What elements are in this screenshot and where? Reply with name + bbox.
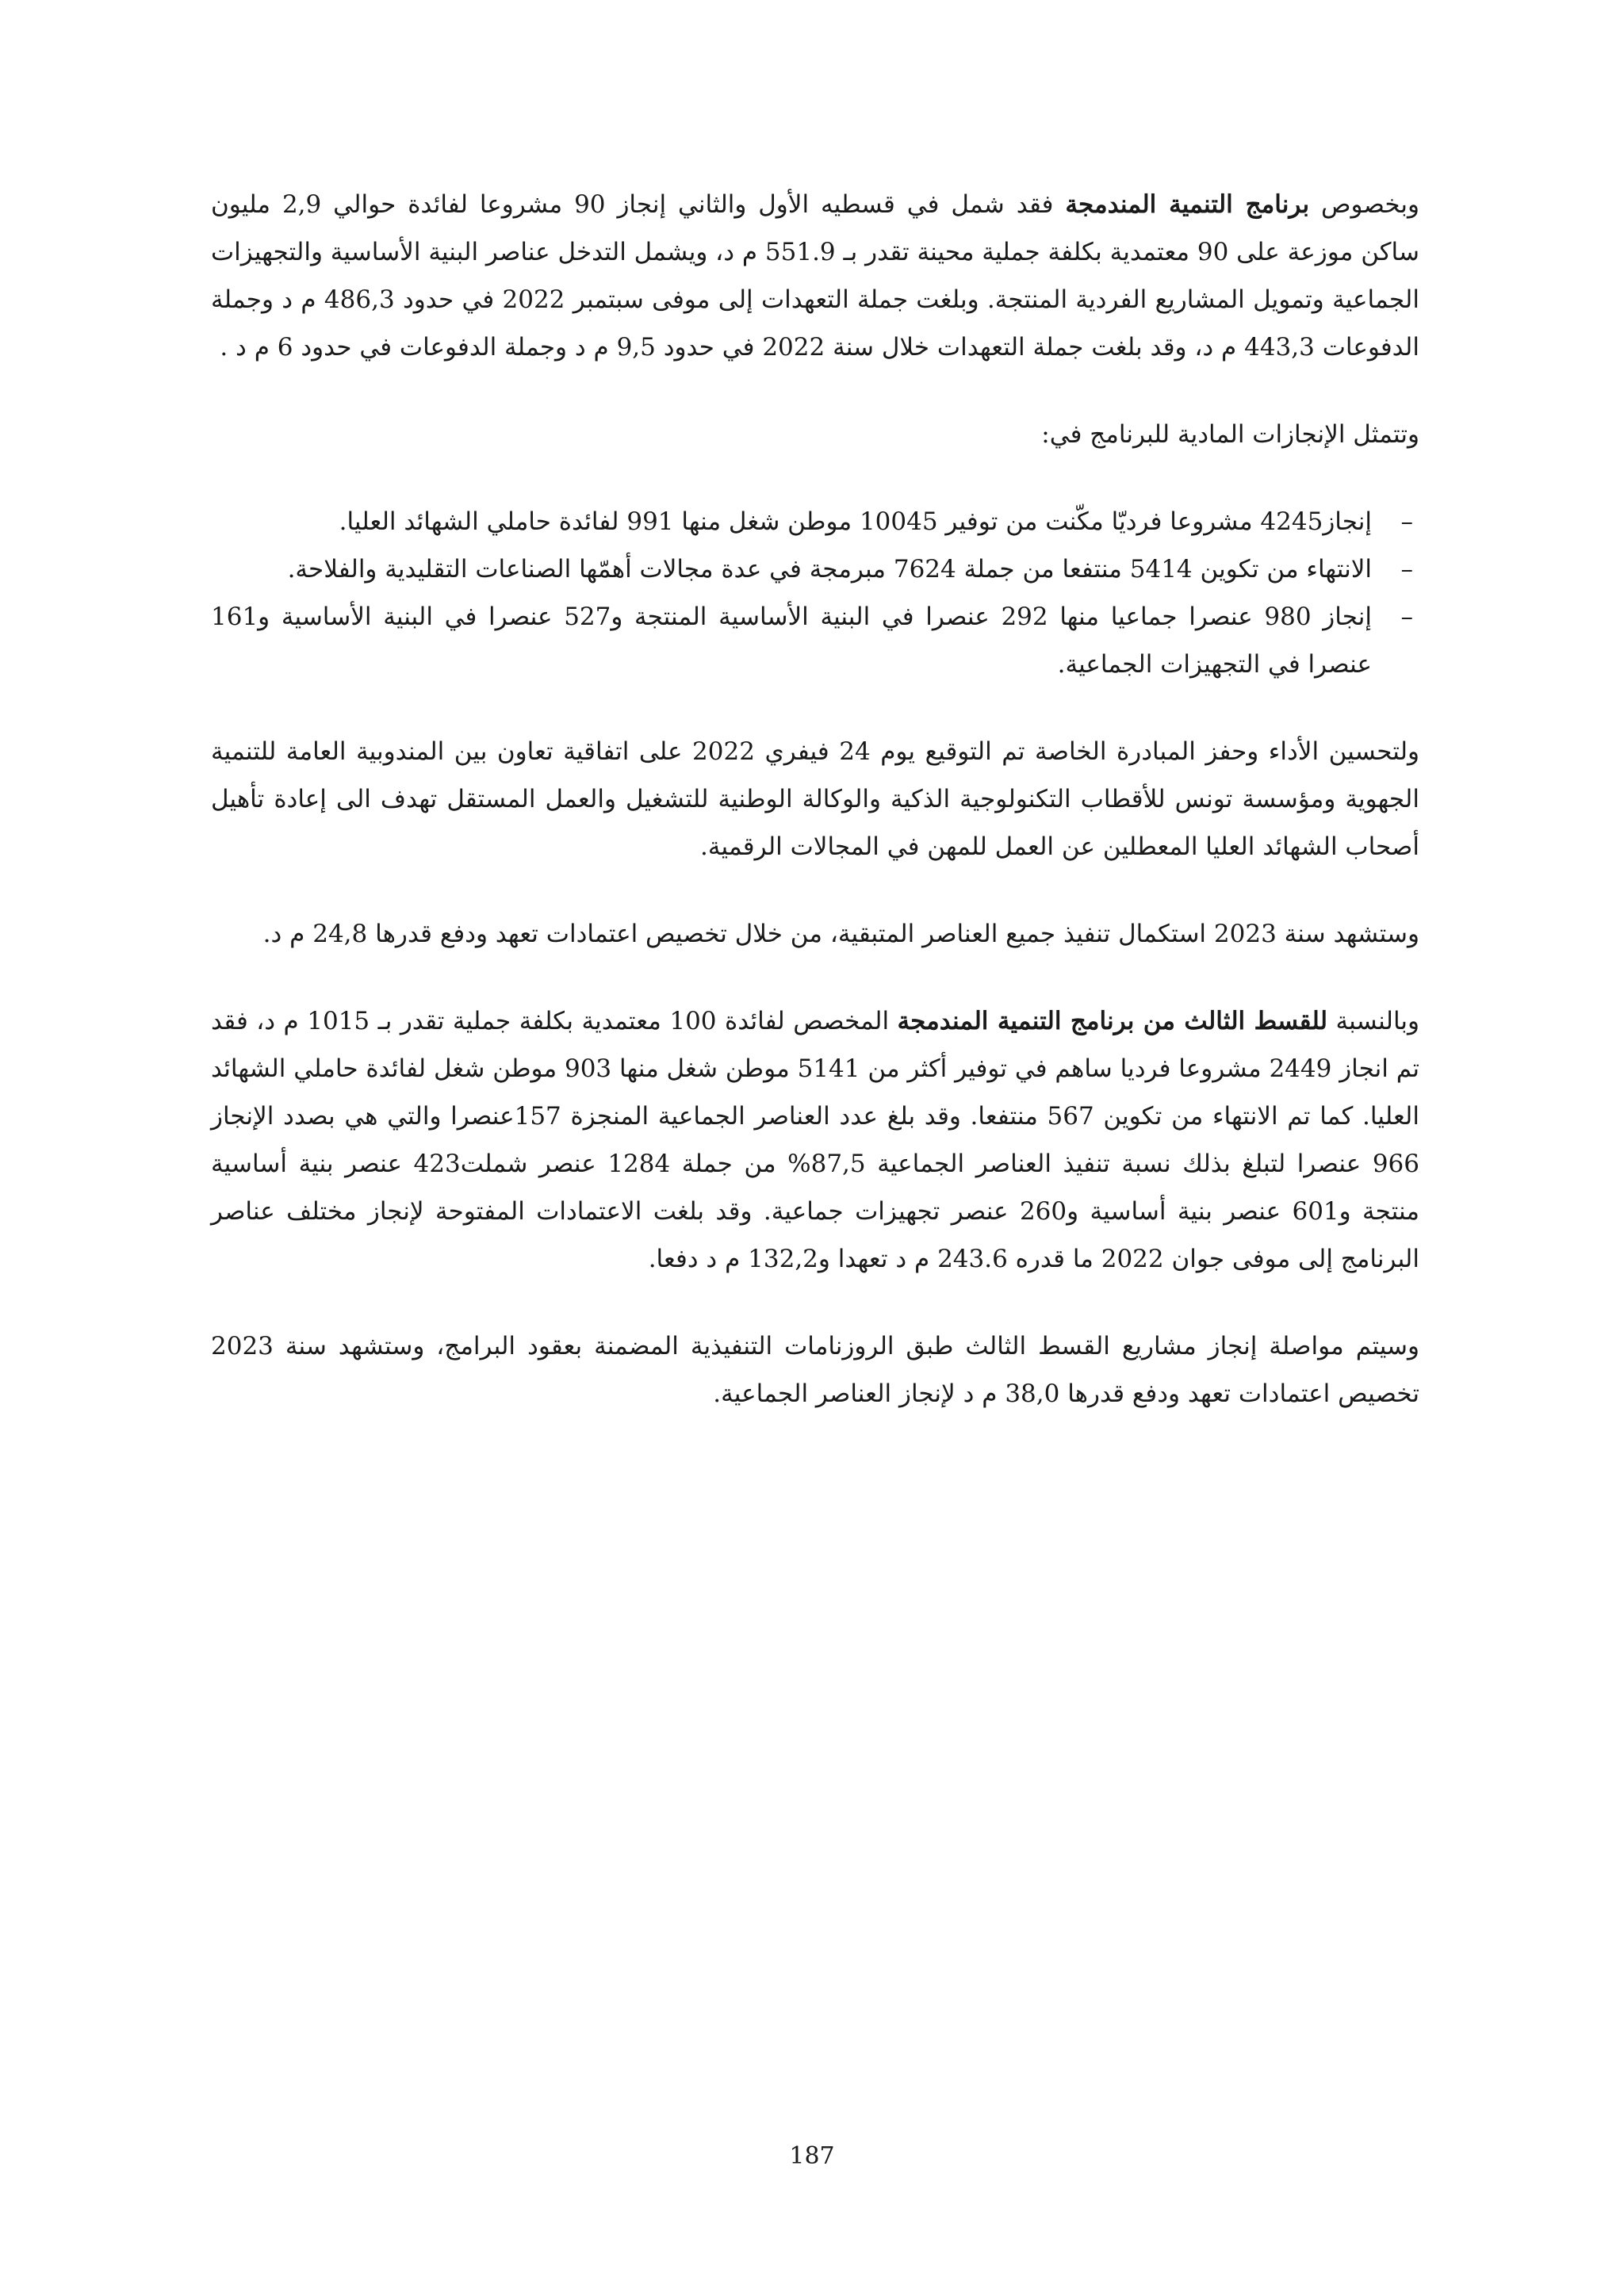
paragraph-third-installment [211, 997, 1419, 1283]
paragraph-2023-completion: وستشهد سنة 2023 استكمال تنفيذ جميع العناصر المتبقية، من خلال تخصيص اعتمادات تعهد ودفع قدرها 24,8 م د. [262, 920, 1419, 948]
bold-third-installment: للقسط الثالث من برنامج التنمية المندمجة [897, 1007, 1328, 1035]
paragraph-text-post: فقد شمل في قسطيه الأول والثاني إنجاز 90 مشروعا لفائدة حوالي 2,9 مليون ساكن موزعة على 90 معتمدية بكلفة جملية محينة تقدر بـ 551.9 م د، ويشمل التدخل عناصر البنية الأساسية والتجهيزات الجماعية وتمويل المشاريع الفردية المنتجة. وبلغت جملة التعهدات إلى موفى سبتمبر 2022 في حدود 486,3 م د وجملة الدفوعات 443,3 م د، وقد بلغت جملة التعهدات خلال سنة 2022 في حدود 9,5 م د وجملة الدفوعات في حدود 6 م د . [211, 190, 1419, 362]
dash-marker: – [1400, 555, 1413, 584]
list-item [211, 545, 1419, 593]
paragraph-text-post: المخصص لفائدة 100 معتمدية بكلفة جملية تقدر بـ 1015 م د، فقد تم انجاز 2449 مشروعا فرديا ساهم في توفير أكثر من 5141 موطن شغل منها 903 موطن شغل لفائدة حاملي الشهائد العليا. كما تم الانتهاء من تكوين 567 منتفعا. وقد بلغ عدد العناصر الجماعية المنجزة 157عنصرا والتي هي بصدد الإنجاز 966 عنصرا لتبلغ بذلك نسبة تنفيذ العناصر الجماعية 87,5% من جملة 1284 عنصر شملت423 عنصر بنية أساسية منتجة و601 عنصر بنية أساسية و260 عنصر تجهيزات جماعية. وقد بلغت الاعتمادات المفتوحة لإنجاز مختلف عناصر البرنامج إلى موفى جوان 2022 ما قدره 243.6 م د تعهدا و132,2 م د دفعا. [211, 1007, 1419, 1273]
page-number: 187 [789, 2142, 835, 2170]
paragraph-text-pre: وبالنسبة [1327, 1007, 1419, 1035]
dash-marker: – [1400, 603, 1413, 631]
paragraph-cooperation-agreement: ولتحسين الأداء وحفز المبادرة الخاصة تم التوقيع يوم 24 فيفري 2022 على اتفاقية تعاون بين المندوبية العامة للتنمية الجهوية ومؤسسة تونس للأقطاب التكنولوجية الذكية والوكالة الوطنية للتشغيل والعمل المستقل تهدف الى إعادة تأهيل أصحاب الشهائد العليا المعطلين عن العمل للمهن في المجالات الرقمية. [211, 737, 1420, 861]
list-item [211, 593, 1419, 688]
dash-marker: – [1400, 507, 1413, 536]
paragraph-integrated-development-program [211, 181, 1419, 371]
paragraph-text-pre: وبخصوص [1309, 190, 1420, 219]
paragraph-continuation: وسيتم مواصلة إنجاز مشاريع القسط الثالث طبق الروزنامات التنفيذية المضمنة بعقود البرامج، وستشهد سنة 2023 تخصيص اعتمادات تعهد ودفع قدرها 38,0 م د لإنجاز العناصر الجماعية. [211, 1332, 1419, 1408]
list-item-text: إنجاز 980 عنصرا جماعيا منها 292 عنصرا في البنية الأساسية المنتجة و527 عنصرا في البنية الأساسية و161 عنصرا في التجهيزات الجماعية. [211, 603, 1372, 679]
list-item [211, 498, 1419, 545]
paragraph-achievements-intro: وتتمثل الإنجازات المادية للبرنامج في: [1041, 420, 1419, 449]
achievements-list [211, 498, 1419, 688]
bold-program-name: برنامج التنمية المندمجة [1065, 190, 1310, 219]
list-item-text: إنجاز4245 مشروعا فرديّا مكّنت من توفير 10045 موطن شغل منها 991 لفائدة حاملي الشهائد العليا. [339, 507, 1372, 536]
list-item-text: الانتهاء من تكوين 5414 منتفعا من جملة 7624 مبرمجة في عدة مجالات أهمّها الصناعات التقليدية والفلاحة. [287, 555, 1372, 584]
